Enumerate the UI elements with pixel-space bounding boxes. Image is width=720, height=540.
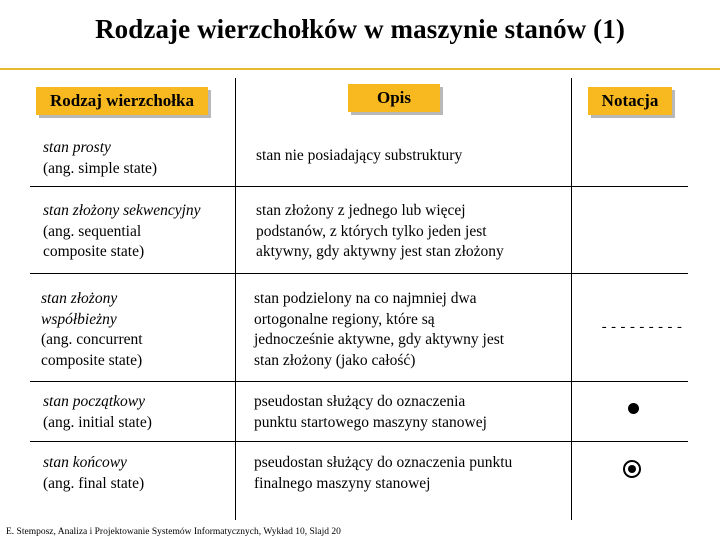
row-divider-3 — [30, 381, 688, 382]
header-kind: Rodzaj wierzchołka — [36, 87, 208, 115]
header-description: Opis — [348, 84, 440, 112]
row-3-desc-line-4: stan złożony (jako całość) — [254, 351, 416, 369]
row-divider-2 — [30, 273, 688, 274]
row-2-kind-line-3: composite state) — [43, 243, 145, 260]
row-4-kind-line-2: (ang. initial state) — [43, 413, 152, 431]
row-divider-4 — [30, 441, 688, 442]
row-1-description — [256, 146, 566, 167]
bullseye-center — [628, 465, 636, 473]
row-1-kind-line-2: (ang. simple state) — [43, 159, 158, 177]
row-3-desc-line-3: jednocześnie aktywne, gdy aktywny jest — [254, 331, 505, 348]
row-2-description — [256, 201, 566, 263]
row-2-desc-line-2: podstanów, z których tylko jeden jest — [256, 222, 487, 240]
row-5-desc-line-1: pseudostan służący do oznaczenia punktu — [254, 454, 513, 471]
row-5-kind-line-2: (ang. final state) — [43, 474, 145, 492]
row-2-desc-line-1: stan złożony z jednego lub więcej — [256, 202, 466, 219]
row-2-kind — [43, 201, 233, 263]
row-divider-1 — [30, 186, 688, 187]
row-3-kind-line-4: composite state) — [41, 351, 143, 369]
column-divider-2 — [571, 78, 572, 520]
row-5-kind-line-1: stan końcowy — [43, 454, 127, 471]
row-4-desc-line-2: punktu startowego maszyny stanowej — [254, 413, 487, 431]
row-3-kind — [41, 289, 231, 371]
row-4-kind-line-1: stan początkowy — [43, 393, 146, 410]
row-2-desc-line-3: aktywny, gdy aktywny jest stan złożony — [256, 243, 504, 260]
row-3-notation-dashed-line: --------- — [600, 320, 685, 336]
row-3-desc-line-2: ortogonalne regiony, które są — [254, 310, 435, 328]
slide-title: Rodzaje wierzchołków w maszynie stanów (1) — [95, 14, 625, 44]
row-3-kind-line-2: współbieżny — [41, 310, 117, 328]
title-underline — [0, 68, 720, 70]
row-5-description — [254, 453, 566, 494]
row-1-kind-line-1: stan prosty — [43, 139, 111, 156]
row-3-description — [254, 289, 566, 371]
row-3-kind-line-1: stan złożony — [41, 290, 118, 307]
column-divider-1 — [235, 78, 236, 520]
row-1-kind — [43, 138, 233, 179]
row-4-desc-line-1: pseudostan służący do oznaczenia — [254, 393, 466, 410]
row-2-kind-line-1: stan złożony sekwencyjny — [43, 202, 201, 219]
bullseye-icon — [623, 460, 641, 478]
row-5-kind — [43, 453, 233, 494]
row-4-kind — [43, 392, 233, 433]
footer-citation: E. Stemposz, Analiza i Projektowanie Systemów Informatycznych, Wykład 10, Slajd 20 — [6, 527, 341, 537]
header-notation: Notacja — [588, 87, 672, 115]
filled-circle-icon — [628, 403, 639, 414]
row-3-kind-line-3: (ang. concurrent — [41, 331, 143, 348]
row-2-kind-line-2: (ang. sequential — [43, 222, 142, 240]
row-3-desc-line-1: stan podzielony na co najmniej dwa — [254, 290, 477, 307]
row-1-desc-line-1: stan nie posiadający substruktury — [256, 147, 463, 164]
row-5-desc-line-2: finalnego maszyny stanowej — [254, 474, 431, 492]
row-4-description — [254, 392, 566, 433]
